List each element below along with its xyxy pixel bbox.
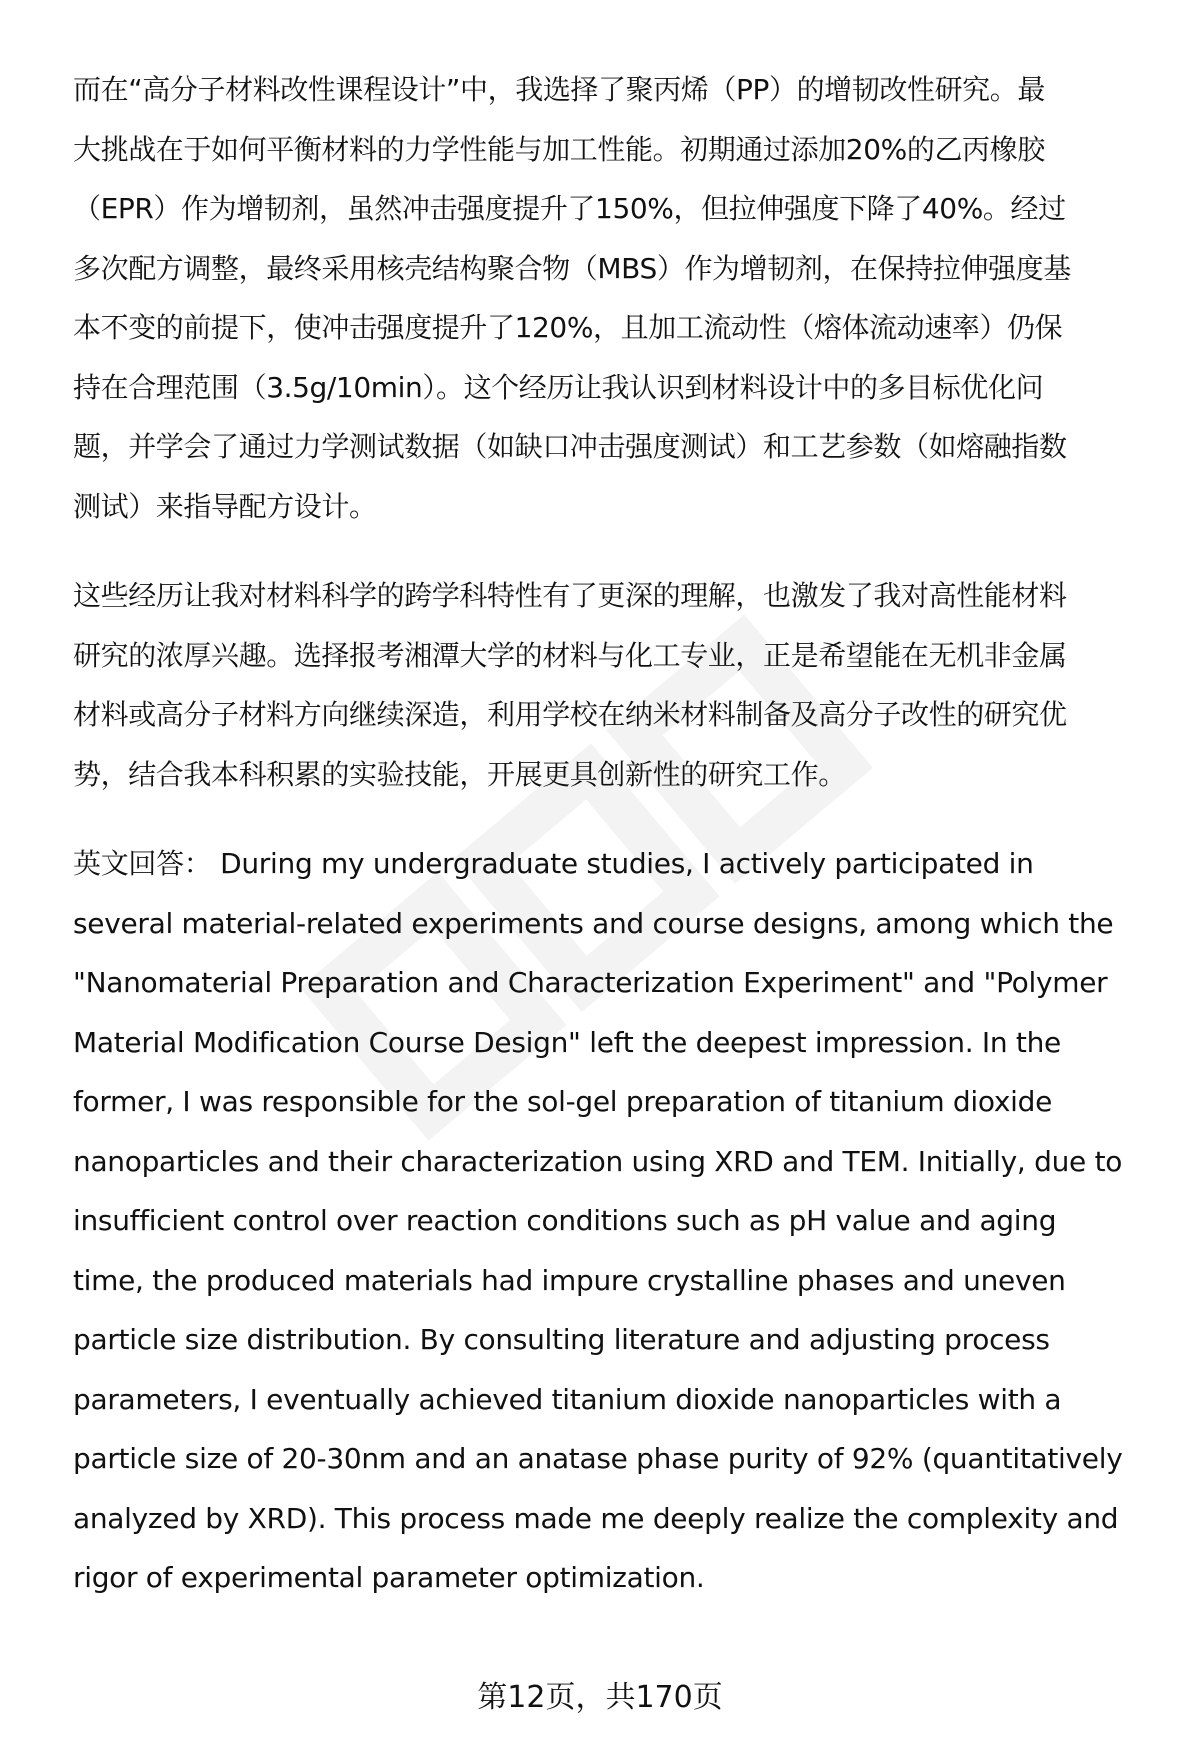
paragraph xyxy=(73,834,1155,1608)
text-line: 研究的浓厚兴趣。选择报考湘潭大学的材料与化工专业，正是希望能在无机非金属 xyxy=(73,638,1067,672)
text-line: 测试）来指导配方设计。 xyxy=(73,489,377,523)
text-line: 势，结合我本科积累的实验技能，开展更具创新性的研究工作。 xyxy=(73,757,846,791)
text-line: "Nanomaterial Preparation and Characterization Experiment" and "Polymer xyxy=(73,966,1108,999)
text-line: nanoparticles and their characterization using XRD and TEM. Initially, due to xyxy=(73,1144,1123,1178)
text-line: rigor of experimental parameter optimization. xyxy=(73,1561,705,1594)
text-line: several material-related experiments and course designs, among which the xyxy=(73,906,1114,940)
text-line: 而在“高分子材料改性课程设计”中，我选择了聚丙烯（PP）的增韧改性研究。最 xyxy=(73,73,1045,106)
text-line: 大挑战在于如何平衡材料的力学性能与加工性能。初期通过添加20%的乙丙橡胶 xyxy=(73,132,1045,166)
text-line: insufficient control over reaction conditions such as pH value and aging xyxy=(73,1204,1057,1237)
text-line: time, the produced materials had impure crystalline phases and uneven xyxy=(73,1263,1066,1297)
text-line: former, I was responsible for the sol-gel preparation of titanium dioxide xyxy=(73,1085,1053,1118)
text-line: 材料或高分子材料方向继续深造，利用学校在纳米材料制备及高分子改性的研究优 xyxy=(73,698,1067,731)
text-line: Material Modification Course Design" left the deepest impression. In the xyxy=(73,1025,1061,1059)
text-line: 本不变的前提下，使冲击强度提升了120%，且加工流动性（熔体流动速率）仍保 xyxy=(73,311,1063,344)
paragraph xyxy=(73,60,1155,536)
text-line: 题，并学会了通过力学测试数据（如缺口冲击强度测试）和工艺参数（如熔融指数 xyxy=(73,430,1067,463)
text-line: 多次配方调整，最终采用核壳结构聚合物（MBS）作为增韧剂，在保持拉伸强度基 xyxy=(73,251,1071,285)
text-line: particle size of 20-30nm and an anatase phase purity of 92% (quantitatively xyxy=(73,1442,1123,1475)
text-line: analyzed by XRD). This process made me deeply realize the complexity and xyxy=(73,1501,1119,1535)
paragraph xyxy=(73,566,1155,804)
document-body xyxy=(73,60,1155,1638)
text-line: parameters, I eventually achieved titanium dioxide nanoparticles with a xyxy=(73,1382,1062,1416)
text-line: 英文回答： During my undergraduate studies, I actively participated in xyxy=(73,847,1034,880)
text-line: particle size distribution. By consulting literature and adjusting process xyxy=(73,1323,1050,1356)
page-number: 第12页，共170页 xyxy=(477,1680,723,1715)
text-line: 这些经历让我对材料科学的跨学科特性有了更深的理解，也激发了我对高性能材料 xyxy=(73,579,1067,612)
text-line: 持在合理范围（3.5g/10min）。这个经历让我认识到材料设计中的多目标优化问 xyxy=(73,370,1044,404)
text-line: （EPR）作为增韧剂，虽然冲击强度提升了150%，但拉伸强度下降了40%。经过 xyxy=(73,192,1066,225)
